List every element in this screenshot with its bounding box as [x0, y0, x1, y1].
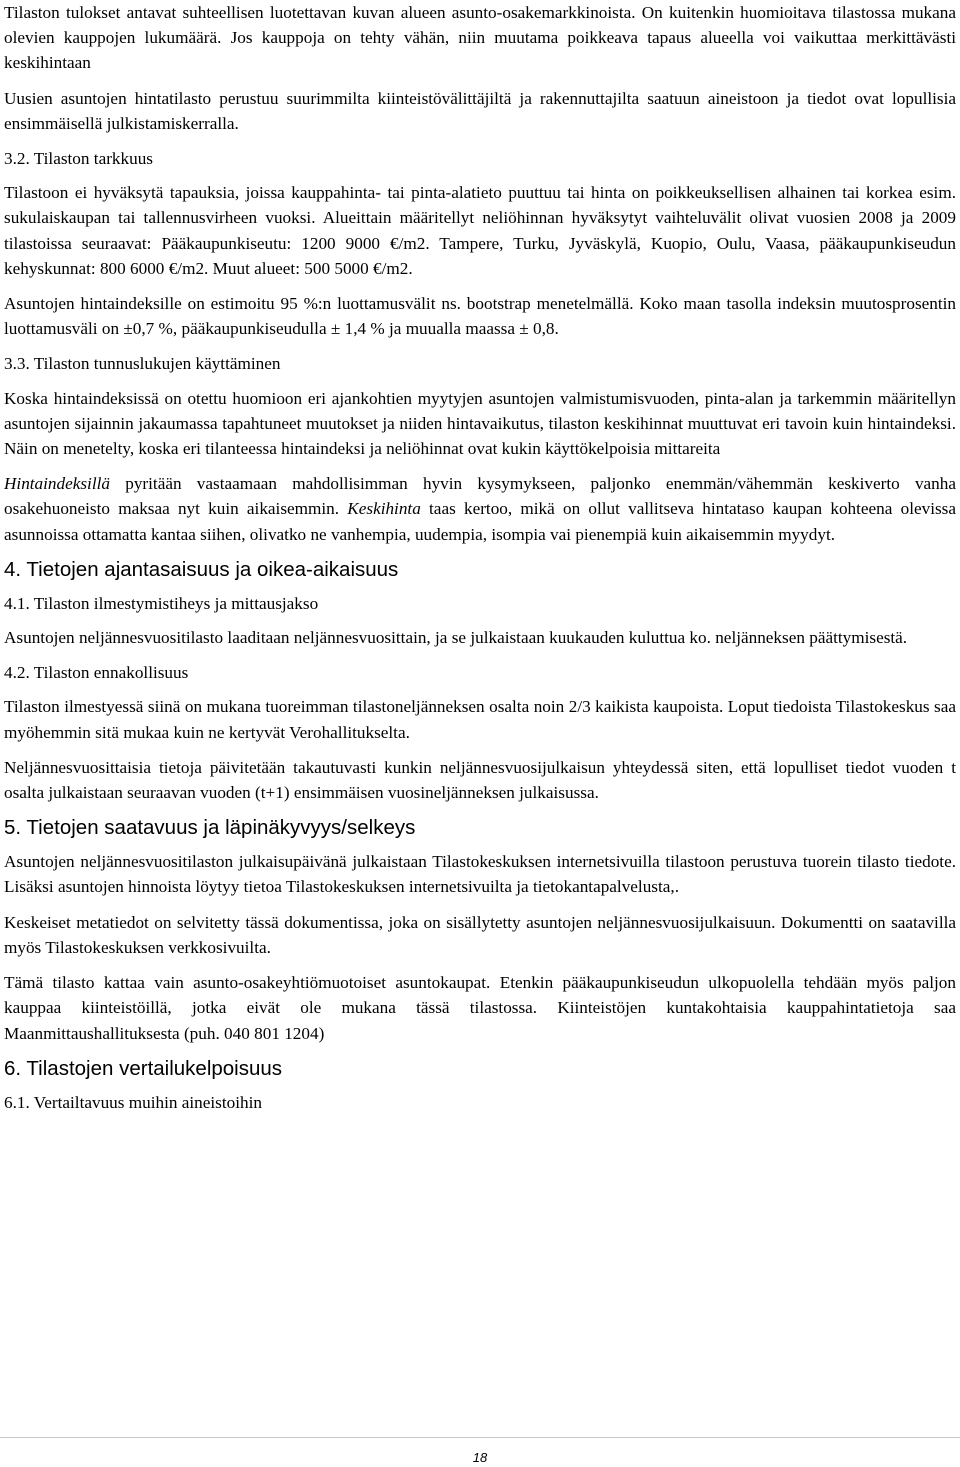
subheading-6-1: 6.1. Vertailtavuus muihin aineistoihin — [4, 1092, 262, 1112]
paragraph-5-publication: Asuntojen neljännesvuositilaston julkaisupäivänä julkaistaan Tilastokeskuksen internetsivuilla tilastoon perustuva tuorein tilasto tiedote. Lisäksi asuntojen hinnoista löytyy tietoa Tilastokeskuksen internetsivuilta ja tietokantapalvelusta,. — [4, 852, 956, 897]
paragraph-3-3-text-1: pyritään vastaamaan mahdollisimman hyvin kysymykseen, paljonko enemmän/vähemmän keskiverto vanha osakehuoneisto maksaa nyt kuin aikaisemmin. — [4, 474, 956, 519]
paragraph-3-3-definitions — [4, 471, 956, 547]
term-hintaindeksilla: Hintaindeksillä — [4, 474, 110, 494]
paragraph-3-3-index-vs-average: Koska hintaindeksissä on otettu huomioon eri ajankohtien myytyjen asuntojen valmistumisvuoden, pinta-alan ja tarkemmin määritellyn asuntojen sijainnin jakaumassa tapahtuneet muutokset ja niiden hintavaikutus, tilaston keskihinnat muuttuvat eri tavoin kuin hintaindeksi. Näin on menetelty, koska eri tilanteessa hintaindeksi ja neliöhinnat ovat kukin käyttökelpoisia mittareita — [4, 388, 956, 459]
section-heading-4: 4. Tietojen ajantasaisuus ja oikea-aikaisuus — [4, 557, 399, 581]
document-body — [4, 0, 956, 1124]
page-number: 18 — [472, 1450, 488, 1465]
subheading-3-3: 3.3. Tilaston tunnuslukujen käyttäminen — [4, 354, 281, 374]
term-keskihinta: Keskihinta — [347, 499, 421, 519]
subheading-3-2: 3.2. Tilaston tarkkuus — [4, 149, 153, 169]
paragraph-4-2-preliminary: Tilaston ilmestyessä siinä on mukana tuoreimman tilastoneljänneksen osalta noin 2/3 kaikista kaupoista. Loput tiedoista Tilastokeskus saa myöhemmin sitä mukaa kuin ne kertyvät Verohallitukselta. — [4, 697, 956, 742]
paragraph-4-1: Asuntojen neljännesvuositilasto laaditaan neljännesvuosittain, ja se julkaistaan kuukauden kuluttua ko. neljänneksen päättymisestä. — [4, 628, 908, 648]
subheading-4-1: 4.1. Tilaston ilmestymistiheys ja mittausjakso — [4, 593, 319, 613]
paragraph-3-2-accepted-ranges: Tilastoon ei hyväksytä tapauksia, joissa kauppahinta- tai pinta-alatieto puuttuu tai hinta on poikkeuksellisen alhainen tai korkea esim. sukulaiskaupan tai tallennusvirheen vuoksi. Alueittain määritellyt neliöhinnan hyväksytyt vaihteluvälit olivat vuosien 2008 ja 2009 tilastoissa seuraavat: Pääkaupunkiseutu: 1200 9000 €/m2. Tampere, Turku, Jyväskylä, Kuopio, Oulu, Vaasa, pääkaupunkiseudun kehyskunnat: 800 6000 €/m2. Muut alueet: 500 5000 €/m2. — [4, 183, 956, 278]
paragraph-intro-new-apartments: Uusien asuntojen hintatilasto perustuu suurimmilta kiinteistövälittäjiltä ja rakennuttajilta saatuun aineistoon ja tiedot ovat lopullisia ensimmäisellä julkistamiskerralla. — [4, 88, 956, 133]
paragraph-intro-reliability: Tilaston tulokset antavat suhteellisen luotettavan kuvan alueen asunto-osakemarkkinoista. On kuitenkin huomioitava tilastossa mukana olevien kauppojen lukumäärä. Jos kauppoja on tehty vähän, niin muutama poikkeava tapaus alueella voi vaikuttaa merkittävästi keskihintaan — [4, 3, 956, 73]
subheading-4-2: 4.2. Tilaston ennakollisuus — [4, 663, 189, 683]
paragraph-3-2-confidence: Asuntojen hintaindeksille on estimoitu 95 %:n luottamusvälit ns. bootstrap menetelmällä. Koko maan tasolla indeksin muutosprosentin luottamusväli on ±0,7 %, pääkaupunkiseudulla ± 1,4 % ja muualla maassa ± 0,8. — [4, 294, 956, 339]
paragraph-5-coverage: Tämä tilasto kattaa vain asunto-osakeyhtiömuotoiset asuntokaupat. Etenkin pääkaupunkiseudun ulkopuolella tehdään myös paljon kauppaa kiinteistöillä, jotka eivät ole mukana tässä tilastossa. Kiinteistöjen kuntakohtaisia kauppahintatietoja saa Maanmittaushallituksesta (puh. 040 801 1204) — [4, 973, 956, 1043]
paragraph-5-metadata: Keskeiset metatiedot on selvitetty tässä dokumentissa, joka on sisällytetty asuntojen neljännesvuosijulkaisuun. Dokumentti on saatavilla myös Tilastokeskuksen verkkosivuilta. — [4, 912, 956, 957]
section-heading-6: 6. Tilastojen vertailukelpoisuus — [4, 1056, 283, 1080]
paragraph-4-2-revisions: Neljännesvuosittaisia tietoja päivitetään takautuvasti kunkin neljännesvuosijulkaisun yhteydessä siten, että lopulliset tiedot vuoden t osalta julkaistaan seuraavan vuoden (t+1) ensimmäisen vuosineljänneksen julkaisussa. — [4, 757, 956, 803]
paragraph-3-3-text-2: taas kertoo, mikä on ollut vallitseva hintataso kaupan kohteena olevissa asunnoissa ottamatta kantaa siihen, olivatko ne vanhempia, uudempia, isompia vai pienempiä kuin aikaisemmin myydyt. — [4, 499, 957, 544]
footer-divider — [0, 1437, 960, 1438]
section-heading-5: 5. Tietojen saatavuus ja läpinäkyvyys/selkeys — [4, 816, 416, 840]
